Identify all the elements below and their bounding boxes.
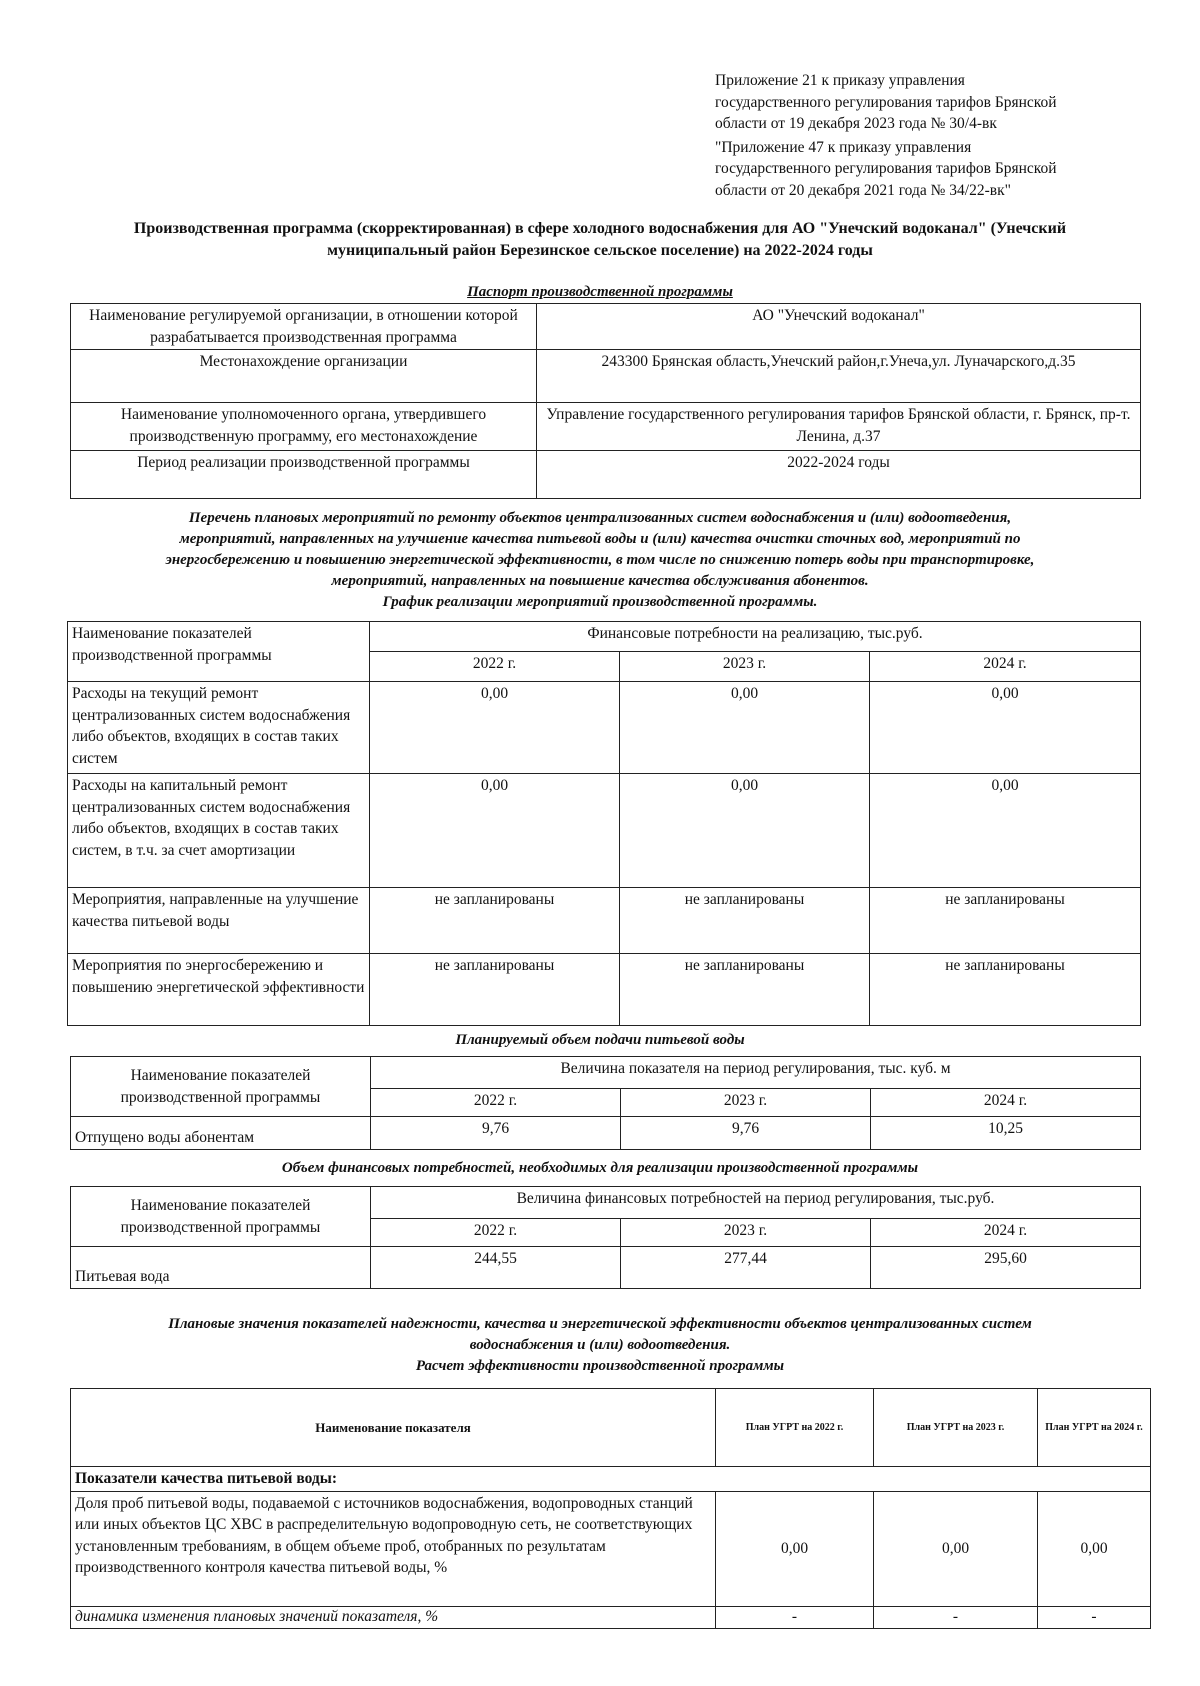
row-value: 0,00: [620, 682, 870, 774]
volume-table: [70, 1056, 1141, 1150]
document-title: [60, 218, 1140, 262]
volume-caption: Планируемый объем подачи питьевой воды: [455, 1032, 745, 1048]
caption-line: График реализации мероприятий производственной программы.: [382, 594, 818, 610]
passport-value: 2022-2024 годы: [537, 451, 1141, 499]
header-line: Приложение 21 к приказу управления: [715, 72, 965, 89]
finance-col-header: Наименование показателей производственной программы: [71, 1187, 371, 1247]
efficiency-table: [70, 1388, 1151, 1629]
row-value: не запланированы: [870, 954, 1141, 1026]
passport-row: [71, 451, 1141, 499]
measures-row: [68, 888, 1141, 954]
row-label: динамика изменения плановых значений показателя, %: [71, 1606, 716, 1628]
row-label: Питьевая вода: [71, 1247, 371, 1289]
caption-line: мероприятий, направленных на повышение качества обслуживания абонентов.: [331, 573, 869, 589]
row-value: -: [874, 1606, 1038, 1628]
row-value: 9,76: [621, 1117, 871, 1150]
year-header: 2023 г.: [621, 1089, 871, 1117]
header-line: области от 19 декабря 2023 года № 30/4-вк: [715, 115, 997, 132]
year-header: 2022 г.: [371, 1089, 621, 1117]
row-value: 0,00: [870, 774, 1141, 888]
passport-label: Местонахождение организации: [71, 350, 537, 403]
row-value: не запланированы: [620, 954, 870, 1026]
row-value: -: [716, 1606, 874, 1628]
year-header: 2024 г.: [871, 1089, 1141, 1117]
year-header: 2022 г.: [371, 1219, 621, 1247]
row-label: Доля проб питьевой воды, подаваемой с источников водоснабжения, водопроводных станций или иных объектов ЦС ХВС в распределительную водопроводную сеть, не соответствующих установленным требованиям, в общем объеме проб, отобранных по результатам производственного контроля качества питьевой воды, %: [71, 1491, 716, 1606]
passport-value: АО "Унечский водоканал": [537, 304, 1141, 350]
year-header: 2023 г.: [621, 1219, 871, 1247]
measures-col-header: Наименование показателей производственной программы: [68, 622, 370, 682]
row-value: не запланированы: [620, 888, 870, 954]
efficiency-row: [71, 1491, 1151, 1606]
passport-value: 243300 Брянская область,Унечский район,г.Унеча,ул. Луначарского,д.35: [537, 350, 1141, 403]
row-value: 10,25: [871, 1117, 1141, 1150]
measures-group-header: Финансовые потребности на реализацию, тыс.руб.: [370, 622, 1141, 652]
row-label: Мероприятия, направленные на улучшение качества питьевой воды: [68, 888, 370, 954]
efficiency-caption: [50, 1314, 1150, 1377]
caption-line: Расчет эффективности производственной программы: [415, 1358, 785, 1374]
year-header: 2024 г.: [871, 1219, 1141, 1247]
row-value: 277,44: [621, 1247, 871, 1289]
title-line: Производственная программа (скорректированная) в сфере холодного водоснабжения для АО "Унечский водоканал" (Унечский: [133, 220, 1067, 237]
finance-table: [70, 1186, 1141, 1289]
row-value: 295,60: [871, 1247, 1141, 1289]
passport-label: Период реализации производственной программы: [71, 451, 537, 499]
row-value: 0,00: [1038, 1491, 1151, 1606]
efficiency-row: [71, 1606, 1151, 1628]
row-value: 0,00: [370, 682, 620, 774]
plan-header: План УГРТ на 2024 г.: [1038, 1389, 1151, 1467]
volume-col-header: Наименование показателей производственной программы: [71, 1057, 371, 1117]
row-value: -: [1038, 1606, 1151, 1628]
row-label: Отпущено воды абонентам: [71, 1117, 371, 1150]
year-header: 2024 г.: [870, 652, 1141, 682]
passport-value: Управление государственного регулирования тарифов Брянской области, г. Брянск, пр-т. Ленина, д.37: [537, 403, 1141, 451]
year-header: 2023 г.: [620, 652, 870, 682]
passport-table: [70, 303, 1141, 499]
measures-table: [67, 621, 1141, 1026]
caption-line: водоснабжения и (или) водоотведения.: [469, 1337, 731, 1353]
caption-line: энергосбережению и повышению энергетической эффективности, в том числе по снижению потерь воды при транспортировке,: [165, 552, 1035, 568]
row-value: 0,00: [874, 1491, 1038, 1606]
finance-group-header: Величина финансовых потребностей на период регулирования, тыс.руб.: [371, 1187, 1141, 1219]
row-value: не запланированы: [370, 888, 620, 954]
measures-row: [68, 774, 1141, 888]
section-header: Показатели качества питьевой воды:: [71, 1467, 1151, 1492]
row-value: 0,00: [620, 774, 870, 888]
volume-row: [71, 1117, 1141, 1150]
appendix-header: [715, 70, 1135, 201]
passport-row: [71, 304, 1141, 350]
row-value: 0,00: [716, 1491, 874, 1606]
header-line: государственного регулирования тарифов Брянской: [715, 93, 1057, 111]
passport-label: Наименование уполномоченного органа, утвердившего производственную программу, его местонахождение: [71, 403, 537, 451]
row-value: 0,00: [370, 774, 620, 888]
row-value: 244,55: [371, 1247, 621, 1289]
passport-caption: Паспорт производственной программы: [467, 284, 733, 300]
efficiency-col-header: Наименование показателя: [71, 1389, 716, 1467]
finance-row: [71, 1247, 1141, 1289]
header-line: государственного регулирования тарифов Брянской: [715, 160, 1057, 177]
year-header: 2022 г.: [370, 652, 620, 682]
row-label: Мероприятия по энергосбережению и повышению энергетической эффективности: [68, 954, 370, 1026]
caption-line: Перечень плановых мероприятий по ремонту объектов централизованных систем водоснабжения и (или) водоотведения,: [188, 510, 1012, 526]
measures-row: [68, 682, 1141, 774]
plan-header: План УГРТ на 2023 г.: [874, 1389, 1038, 1467]
header-line: области от 20 декабря 2021 года № 34/22-вк": [715, 181, 1011, 199]
volume-group-header: Величина показателя на период регулирования, тыс. куб. м: [371, 1057, 1141, 1089]
caption-line: Плановые значения показателей надежности, качества и энергетической эффективности объектов централизованных систем: [168, 1316, 1032, 1332]
row-label: Расходы на текущий ремонт централизованных систем водоснабжения либо объектов, входящих в состав таких систем: [68, 682, 370, 774]
passport-row: [71, 403, 1141, 451]
measures-caption: [50, 508, 1150, 613]
header-line: "Приложение 47 к приказу управления: [715, 138, 972, 156]
caption-line: мероприятий, направленных на улучшение качества питьевой воды и (или) качества очистки сточных вод, мероприятий по: [179, 531, 1021, 547]
passport-row: [71, 350, 1141, 403]
plan-header: План УГРТ на 2022 г.: [716, 1389, 874, 1467]
row-value: 0,00: [870, 682, 1141, 774]
row-value: 9,76: [371, 1117, 621, 1150]
finance-caption: Объем финансовых потребностей, необходимых для реализации производственной программы: [281, 1160, 919, 1176]
passport-label: Наименование регулируемой организации, в отношении которой разрабатывается производственная программа: [71, 304, 537, 350]
row-label: Расходы на капитальный ремонт централизованных систем водоснабжения либо объектов, входящих в состав таких систем, в т.ч. за счет амортизации: [68, 774, 370, 888]
measures-row: [68, 954, 1141, 1026]
row-value: не запланированы: [370, 954, 620, 1026]
row-value: не запланированы: [870, 888, 1141, 954]
title-line: муниципальный район Березинское сельское поселение) на 2022-2024 годы: [327, 242, 873, 259]
